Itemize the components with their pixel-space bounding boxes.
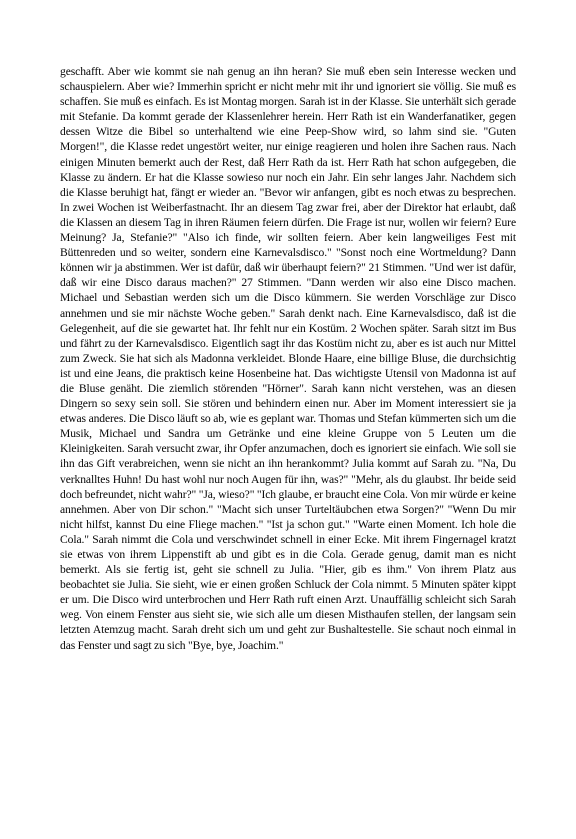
body-text: geschafft. Aber wie kommt sie nah genug an ihn heran? Sie muß eben sein Interesse wecken und schauspielern. Aber wie? Immerhin spricht er nicht mehr mit ihr und ignoriert sie völlig. Sie muß es schaffen. Sie muß es einfach. Es ist Montag morgen. Sarah ist in der Klasse. Sie unterhält sich gerade mit Stefanie. Da kommt gerade der Klassenlehrer herein. Herr Rath ist ein Wanderfanatiker, gegen dessen Witze die Bibel so unterhaltend wie eine Peep-Show wird, so lahm sind sie. "Guten Morgen!", die Klasse redet ungestört weiter, nur einige reagieren und holen ihre Sachen raus. Nach einigen Minuten bemerkt auch der Rest, daß Herr Rath da ist. Herr Rath hat schon aufgegeben, die Klasse zu ändern. Er hat die Klasse sowieso nur noch ein Jahr. Ein sehr langes Jahr. Nachdem sich die Klasse beruhigt hat, fängt er wieder an. "Bevor wir anfangen, gibt es noch etwas zu besprechen. In zwei Wochen ist Weiberfastnacht. Ihr an diesem Tag zwar frei, aber der Direktor hat erlaubt, daß die Klassen an diesem Tag in ihren Räumen feiern dürfen. Die Frage ist nur, wollen wir feiern? Eure Meinung? Ja, Stefanie?" "Also ich finde, wir sollten feiern. Aber kein langweiliges Fest mit Büttenreden und so weiter, sondern eine Karnevalsdisco." "Sonst noch eine Wortmeldung? Dann können wir ja abstimmen. Wer ist dafür, daß wir überhaupt feiern?" 21 Stimmen. "Und wer ist dafür, daß wir eine Disco daraus machen?" 27 Stimmen. "Dann werden wir also eine Disco machen. Michael und Sebastian werden sich um die Disco kümmern. Sie werden Vorschläge zur Disco annehmen und sie mir nächste Woche geben." Sarah denkt nach. Eine Karnevalsdisco, daß ist die Gelegenheit, auf die sie gewartet hat. Ihr fehlt nur ein Kostüm. 2 Wochen später. Sarah sitzt im Bus und fährt zu der Karnevalsdisco. Eigentlich sagt ihr das Kostüm nicht zu, aber es ist auch nur Mittel zum Zweck. Sie hat sich als Madonna verkleidet. Blonde Haare, eine billige Bluse, die durchsichtig ist und eine Jeans, die praktisch keine Hosenbeine hat. Das wichtigste Utensil von Madonna ist auf die Bluse genäht. Die ziemlich störenden "Hörner". Sarah kann nicht verstehen, was an diesen Dingern so sexy sein soll. Sie stören und behindern einen nur. Aber im Moment interessiert sie ja etwas anderes. Die Disco läuft so ab, wie es geplant war. Thomas und Stefan kümmerten sich um die Musik, Michael und Sandra um Getränke und eine kleine Gruppe von 5 Leuten um die Kleinigkeiten. Sarah versucht zwar, ihr Opfer anzumachen, doch es ignoriert sie einfach. Wie soll sie ihn das Gift verabreichen, wenn sie nicht an ihn herankommt? Julia kommt auf Sarah zu. "Na, Du verknalltes Huhn! Du hast wohl nur noch Augen für ihn, was?" "Mehr, als du glaubst. Ihr beide seid doch befreundet, nicht wahr?" "Ja, wieso?" "Ich glaube, er braucht eine Cola. Von mir würde er keine annehmen. Aber von Dir schon." "Macht sich unser Turteltäubchen etwa Sorgen?" "Wenn Du mir nicht hilfst, kannst Du eine Fliege machen." "Ist ja schon gut." "Warte einen Moment. Ich hole die Cola." Sarah nimmt die Cola und verschwindet schnell in einer Ecke. Mit ihrem Fingernagel kratzt sie etwas von ihrem Lippenstift ab und gibt es in die Cola. Gerade genug, damit man es nicht bemerkt. Als sie fertig ist, geht sie schnell zu Julia. "Hier, gib es ihm." Von ihrem Platz aus beobachtet sie Julia. Sie sieht, wie er einen großen Schluck der Cola nimmt. 5 Minuten später kippt er um. Die Disco wird unterbrochen und Herr Rath ruft einen Arzt. Unauffällig schleicht sich Sarah weg. Von einem Fenster aus sieht sie, wie sich alle um diesen Misthaufen stellen, der langsam sein letzten Atemzug macht. Sarah dreht sich um und geht zur Bushaltestelle. Sie schaut noch einmal in das Fenster und sagt zu sich "Bye, bye, Joachim."	[60, 65, 516, 652]
